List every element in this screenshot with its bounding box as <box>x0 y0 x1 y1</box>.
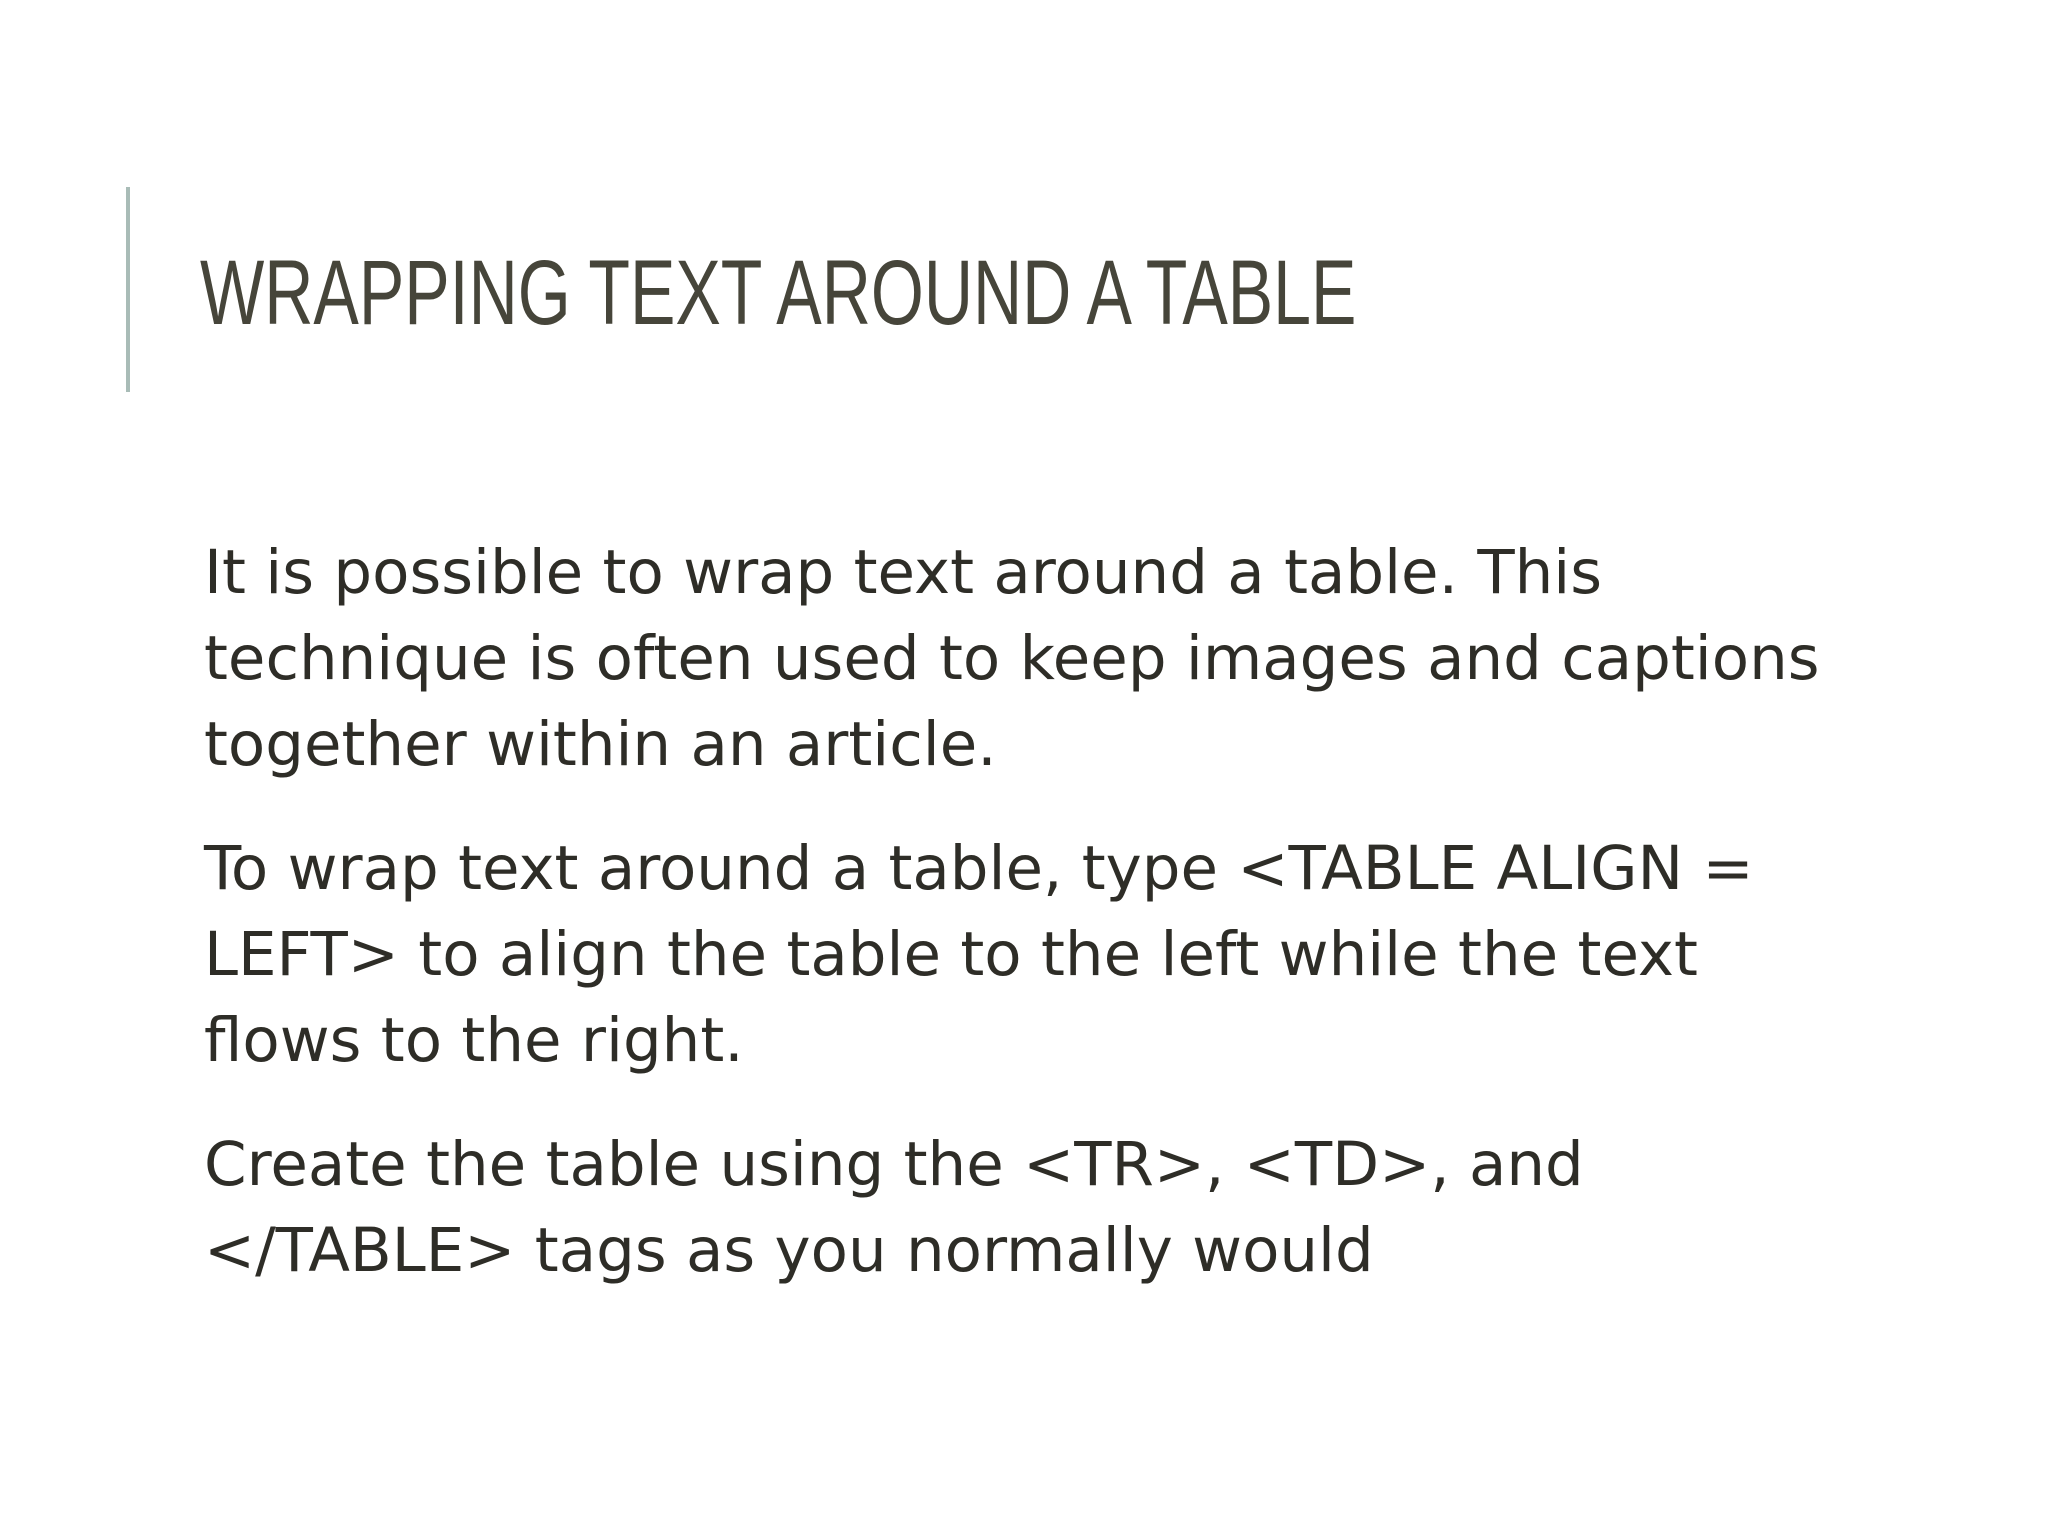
slide-title: WRAPPING TEXT AROUND A TABLE <box>200 242 1357 344</box>
slide-body <box>204 530 1864 1332</box>
title-accent-bar <box>126 187 130 392</box>
body-paragraph: It is possible to wrap text around a table. This technique is often used to keep images and captions together within an article. <box>204 537 1820 780</box>
body-paragraph: Create the table using the <TR>, <TD>, and </TABLE> tags as you normally would <box>204 1129 1584 1286</box>
body-paragraph: To wrap text around a table, type <TABLE ALIGN = LEFT> to align the table to the left while the text flows to the right. <box>204 833 1754 1076</box>
